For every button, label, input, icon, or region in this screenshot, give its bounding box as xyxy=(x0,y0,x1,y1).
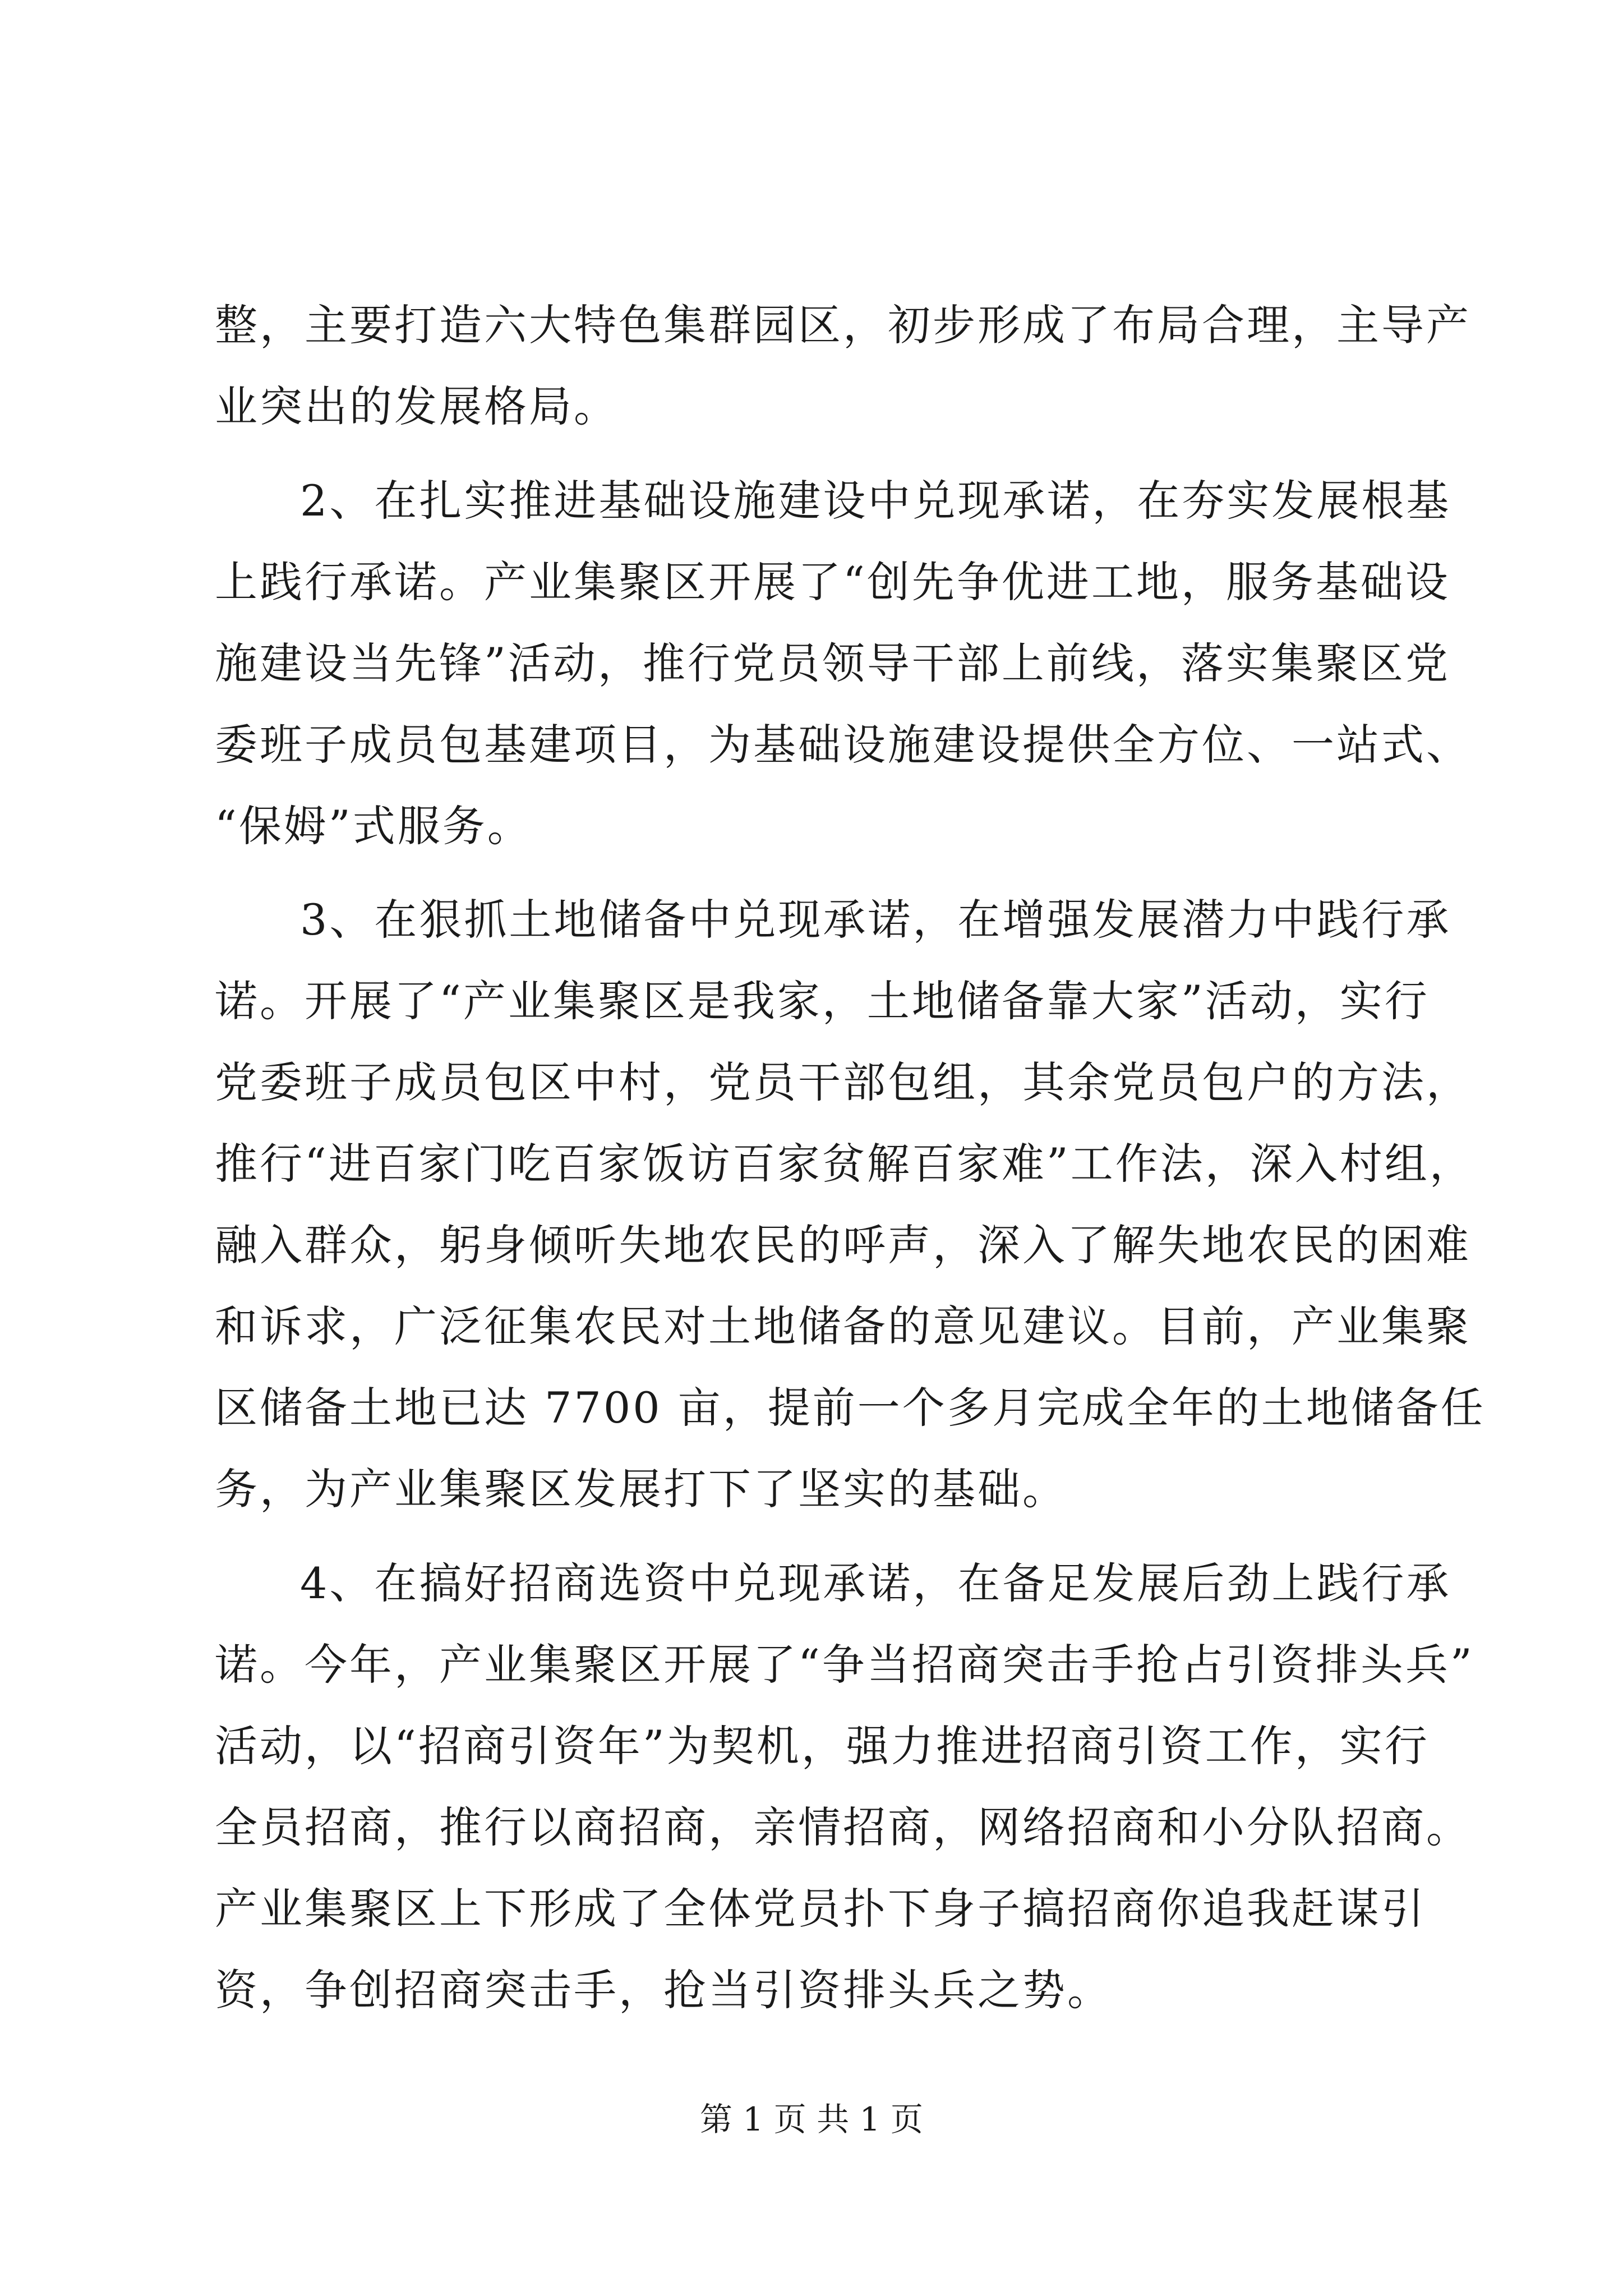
text-line: 融入群众，躬身倾听失地农民的呼声，深入了解失地农民的困难 xyxy=(215,1220,1471,1270)
text-line: 诺。今年，产业集聚区开展了“争当招商突击手抢占引资排头兵” xyxy=(215,1640,1474,1690)
text-line: 4、在搞好招商选资中兑现承诺，在备足发展后劲上践行承 xyxy=(300,1558,1451,1608)
text-line: 资，争创招商突击手，抢当引资排头兵之势。 xyxy=(215,1965,1112,2015)
text-line: 2、在扎实推进基础设施建设中兑现承诺，在夯实发展根基 xyxy=(300,476,1451,526)
text-line: 全员招商，推行以商招商，亲情招商，网络招商和小分队招商。 xyxy=(215,1802,1471,1852)
page-footer: 第 1 页 共 1 页 xyxy=(700,2100,923,2138)
text-line: “保姆”式服务。 xyxy=(215,801,532,851)
text-line: 和诉求，广泛征集农民对土地储备的意见建议。目前，产业集聚 xyxy=(215,1301,1471,1351)
text-line: 诺。开展了“产业集聚区是我家，土地储备靠大家”活动，实行 xyxy=(215,976,1430,1026)
text-line: 活动，以“招商引资年”为契机，强力推进招商引资工作，实行 xyxy=(215,1721,1430,1771)
text-line: 施建设当先锋”活动，推行党员领导干部上前线，落实集聚区党 xyxy=(215,638,1450,688)
text-line: 整，主要打造六大特色集群园区，初步形成了布局合理，主导产 xyxy=(215,300,1471,350)
text-line: 上践行承诺。产业集聚区开展了“创先争优进工地，服务基础设 xyxy=(215,557,1450,607)
text-line: 业突出的发展格局。 xyxy=(215,381,619,431)
text-line: 3、在狠抓土地储备中兑现承诺，在增强发展潜力中践行承 xyxy=(300,895,1451,945)
text-line: 党委班子成员包区中村，党员干部包组，其余党员包户的方法， xyxy=(215,1057,1471,1107)
text-line: 区储备土地已达 7700 亩，提前一个多月完成全年的土地储备任 xyxy=(215,1383,1486,1433)
text-line: 产业集聚区上下形成了全体党员扑下身子搞招商你追我赶谋引 xyxy=(215,1884,1426,1934)
text-line: 委班子成员包基建项目，为基础设施建设提供全方位、一站式、 xyxy=(215,720,1471,770)
text-line: 务，为产业集聚区发展打下了坚实的基础。 xyxy=(215,1464,1067,1514)
text-line: 推行“进百家门吃百家饭访百家贫解百家难”工作法，深入村组， xyxy=(215,1139,1474,1189)
